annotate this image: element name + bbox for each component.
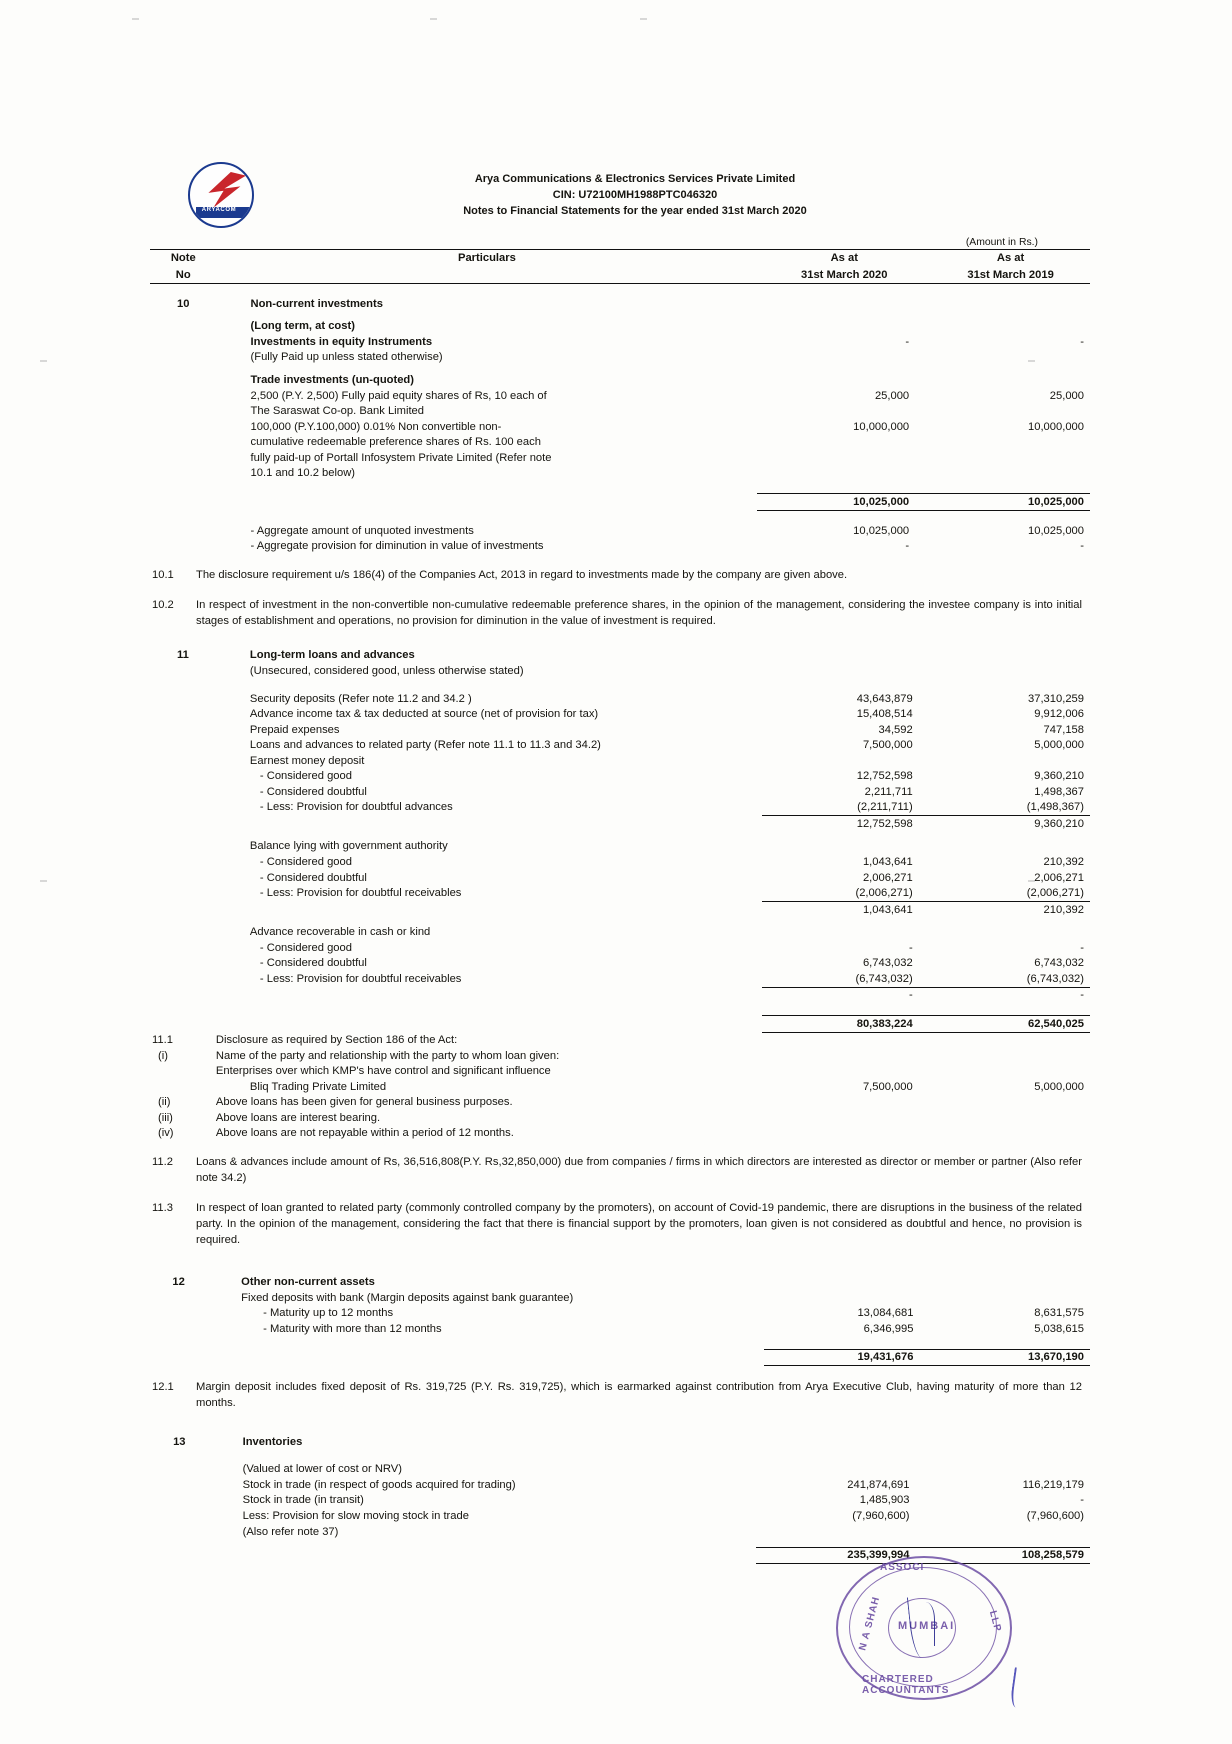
table-row <box>150 691 1090 707</box>
note-11-2-no: 11.2 <box>152 1156 173 1169</box>
row-label: Earnest money deposit <box>249 754 365 767</box>
row-cy: - <box>905 540 910 553</box>
note-10-2-no: 10.2 <box>152 599 174 612</box>
row-py: 2,006,271 <box>1034 871 1084 884</box>
table-row <box>150 956 1090 972</box>
note-11-1-no: 11.1 <box>152 1034 173 1047</box>
table-row <box>150 1110 1090 1126</box>
row-cy: (2,211,711) <box>762 800 934 816</box>
row-cy: 10,025,000 <box>853 524 910 537</box>
table-row <box>150 925 1090 941</box>
row-cy <box>762 1063 934 1079</box>
row-py: 5,000,000 <box>1034 739 1084 752</box>
row-label: 100,000 (P.Y.100,000) 0.01% Non convertible non- <box>250 420 502 433</box>
table-row <box>150 1048 1090 1064</box>
spacer <box>150 1450 1090 1462</box>
document-body <box>150 160 1090 1564</box>
note-11-3 <box>150 1201 1090 1249</box>
row-cy <box>757 319 931 335</box>
row-py: 37,310,259 <box>1028 692 1084 705</box>
table-row <box>150 971 1090 987</box>
table-row <box>150 435 1090 451</box>
row-cy <box>757 404 931 420</box>
note-11-3-no: 11.3 <box>152 1201 173 1214</box>
row-label: cumulative redeemable preference shares of Rs. 100 each <box>250 436 541 449</box>
row-cy: 25,000 <box>874 389 910 402</box>
table-row <box>150 854 1090 870</box>
row-cy <box>757 350 931 366</box>
row-py: 5,000,000 <box>1034 1080 1084 1093</box>
table-row <box>150 901 1090 917</box>
row-label: Stock in trade (in transit) <box>242 1494 364 1507</box>
note-11-subtitle: (Unsecured, considered good, unless otherwise stated) <box>249 664 524 677</box>
row-py <box>931 435 1090 451</box>
note-13-total-py: 108,258,579 <box>932 1547 1091 1564</box>
row-label: Trade investments (un-quoted) <box>250 374 414 387</box>
row-label: - Aggregate amount of unquoted investments <box>250 524 474 537</box>
row-label: (Fully Paid up unless stated otherwise) <box>250 351 443 364</box>
spacer <box>150 917 1090 924</box>
row-cy: 7,500,000 <box>862 739 913 752</box>
th-asat-py: As at <box>996 252 1025 265</box>
row-cy: 241,874,691 <box>847 1478 910 1491</box>
note-11-2 <box>150 1155 1090 1187</box>
scan-mark <box>40 360 47 362</box>
row-label: - Less: Provision for doubtful receivables <box>259 972 462 985</box>
th-particulars: Particulars <box>458 252 516 265</box>
row-label: Advance recoverable in cash or kind <box>249 926 431 939</box>
table-row <box>150 1321 1090 1337</box>
row-cy <box>762 753 934 769</box>
row-cy <box>762 839 934 855</box>
row-cy <box>757 466 931 482</box>
row-py <box>931 404 1090 420</box>
row-label: 10.1 and 10.2 below) <box>250 467 356 480</box>
row-py: - <box>1080 989 1084 1002</box>
stamp-left-text: N A SHAH <box>857 1595 883 1652</box>
row-cy: 12,752,598 <box>856 817 913 830</box>
table-row <box>150 1290 1090 1306</box>
note-13-no: 13 <box>173 1435 186 1448</box>
row-py: 6,743,032 <box>1034 957 1084 970</box>
spacer <box>150 312 1090 319</box>
row-cy <box>757 435 931 451</box>
row-cy <box>762 925 934 941</box>
note-10-no: 10 <box>177 297 190 310</box>
stamp-top-text: ASSOCI <box>880 1562 925 1573</box>
stamp-bottom-text: CHARTERED ACCOUNTANTS <box>862 1674 950 1696</box>
row-cy: 2,211,711 <box>864 785 913 798</box>
note-11-total-row <box>150 1016 1090 1033</box>
row-label: - Less: Provision for doubtful advances <box>259 801 453 814</box>
header-titles <box>150 160 1090 220</box>
table-row <box>150 1508 1090 1524</box>
row-py: (2,006,271) <box>935 885 1090 901</box>
table-row <box>150 1524 1090 1540</box>
row-py <box>931 319 1090 335</box>
table-row <box>150 784 1090 800</box>
row-py: 10,000,000 <box>1028 420 1084 433</box>
table-row <box>150 1462 1090 1478</box>
row-cy: 2,006,271 <box>862 871 913 884</box>
row-py: 10,025,000 <box>1028 524 1084 537</box>
row-cy: 15,408,514 <box>856 708 913 721</box>
row-py: 5,038,615 <box>1034 1322 1084 1335</box>
row-py: - <box>1080 941 1084 954</box>
spacer <box>150 365 1090 372</box>
row-label: Advance income tax & tax deducted at source (net of provision for tax) <box>249 708 599 721</box>
row-py: 9,360,210 <box>1034 817 1084 830</box>
table-row <box>150 1493 1090 1509</box>
row-cy: - <box>908 941 913 954</box>
row-label: - Considered doubtful <box>259 871 367 884</box>
row-cy <box>762 1048 934 1064</box>
row-cy: 10,000,000 <box>853 420 910 433</box>
row-py <box>931 466 1090 482</box>
row-cy: (6,743,032) <box>762 971 934 987</box>
note-12-no: 12 <box>172 1276 185 1289</box>
row-py: 9,912,006 <box>1034 708 1084 721</box>
row-cy: 43,643,879 <box>856 692 913 705</box>
row-label: (Valued at lower of cost or NRV) <box>242 1463 402 1476</box>
row-label: Enterprises over which KMP's have control and significant influence <box>215 1065 551 1078</box>
row-label: (Also refer note 37) <box>242 1525 339 1538</box>
row-label: fully paid-up of Portall Infosystem Private Limited (Refer note <box>250 451 552 464</box>
row-label: - Considered doubtful <box>259 957 367 970</box>
row-cy <box>757 373 931 389</box>
table-row <box>150 539 1090 555</box>
scan-mark <box>40 880 47 882</box>
table-row <box>150 334 1090 350</box>
stamp-right-text: LLP <box>986 1609 1004 1634</box>
row-cy: 1,043,641 <box>862 903 913 916</box>
row-label: - Considered good <box>259 941 352 954</box>
row-cy: 7,500,000 <box>862 1080 913 1093</box>
spacer <box>150 510 1090 523</box>
row-label: Name of the party and relationship with the party to whom loan given: <box>215 1049 560 1062</box>
row-label: - Less: Provision for doubtful receivables <box>259 887 462 900</box>
table-row <box>150 769 1090 785</box>
row-py: (6,743,032) <box>935 971 1090 987</box>
row-label: Balance lying with government authority <box>249 840 448 853</box>
table-row <box>150 388 1090 404</box>
table-row <box>150 419 1090 435</box>
table-row <box>150 1126 1090 1142</box>
row-label: - Maturity up to 12 months <box>263 1307 394 1320</box>
table-row <box>150 1079 1090 1095</box>
list-marker: (iv) <box>158 1127 174 1140</box>
note-11-1-title: Disclosure as required by Section 186 of the Act: <box>215 1034 458 1047</box>
th-asat-cy: As at <box>830 252 858 265</box>
note-12-1-no: 12.1 <box>152 1381 174 1394</box>
list-marker: (iii) <box>158 1111 173 1124</box>
row-py <box>935 925 1090 941</box>
table-row <box>150 885 1090 901</box>
row-cy: - <box>905 335 910 348</box>
stamp-center-text: MUMBAI <box>898 1620 956 1632</box>
logo-label: ARYACOM <box>201 207 237 214</box>
note-12-1 <box>150 1380 1090 1412</box>
row-label <box>216 901 763 917</box>
note-11-table <box>150 648 1090 1141</box>
row-py <box>931 350 1090 366</box>
row-label: - Considered good <box>259 770 352 783</box>
row-cy: - <box>908 989 913 1002</box>
row-cy: 12,752,598 <box>856 770 913 783</box>
row-label: - Considered doubtful <box>259 785 367 798</box>
row-py: 116,219,179 <box>1022 1478 1084 1491</box>
table-row <box>150 722 1090 738</box>
row-cy: (7,960,600) <box>852 1510 910 1522</box>
list-marker: (ii) <box>158 1096 171 1109</box>
table-row <box>150 738 1090 754</box>
note-10-title-row <box>150 296 1090 312</box>
row-label: Stock in trade (in respect of goods acquired for trading) <box>242 1478 516 1491</box>
table-row <box>150 319 1090 335</box>
row-py: 747,158 <box>1043 723 1084 736</box>
note-10-1 <box>150 568 1090 584</box>
table-row <box>150 523 1090 539</box>
table-row <box>150 870 1090 886</box>
table-row <box>150 663 1090 679</box>
row-label: Above loans has been given for general business purposes. <box>215 1096 513 1109</box>
note-13-title: Inventories <box>242 1435 303 1448</box>
row-py <box>935 1290 1090 1306</box>
row-py: 8,631,575 <box>1034 1307 1084 1320</box>
note-12-total-py: 13,670,190 <box>935 1349 1090 1366</box>
row-label: - Considered good <box>259 856 352 868</box>
note-13-title-row <box>150 1434 1090 1450</box>
scan-mark <box>132 18 139 20</box>
row-label: The Saraswat Co-op. Bank Limited <box>250 405 425 418</box>
note-12-title-row <box>150 1275 1090 1291</box>
note-11-3-text: In respect of loan granted to related party (commonly controlled company by the promoters), on account of Covid-19 pandemic, there are disruptions in the business of the related party. In the opinion of the management, considering the fact that there is financial support by the promoters, loan given is not considered as doubtful and hence, no provision is required. <box>196 1201 1082 1246</box>
table-row <box>150 1095 1090 1111</box>
table-row <box>150 373 1090 389</box>
row-label: (Long term, at cost) <box>250 320 355 333</box>
note-11-2-text: Loans & advances include amount of Rs, 36,516,808(P.Y. Rs,32,850,000) due from companies / firms in which directors are interested as director or member or partner (Also refer note 34.2) <box>196 1156 1082 1184</box>
table-row <box>150 753 1090 769</box>
row-py <box>935 753 1090 769</box>
amount-unit-note: (Amount in Rs.) <box>965 237 1038 248</box>
row-label: Less: Provision for slow moving stock in trade <box>242 1510 469 1522</box>
row-cy: 1,043,641 <box>862 856 913 868</box>
note-10-1-no: 10.1 <box>152 569 174 582</box>
table-row <box>150 1477 1090 1493</box>
table-header-row <box>150 250 1090 267</box>
note-10-2-text: In respect of investment in the non-convertible non-cumulative redeemable preference shares, in the opinion of the management, considering the investee company is into initial stages of establishment and operations, no provision for diminution in the value of investment is required. <box>196 599 1082 627</box>
note-11-no: 11 <box>177 649 189 662</box>
row-cy <box>756 1462 932 1478</box>
document-subtitle: Notes to Financial Statements for the year ended 31st March 2020 <box>463 204 807 217</box>
note-10-total-cy: 10,025,000 <box>757 494 931 511</box>
notes-table <box>150 249 1090 554</box>
company-cin: CIN: U72100MH1988PTC046320 <box>552 188 718 201</box>
row-py: 210,392 <box>1043 856 1084 868</box>
row-cy: 34,592 <box>878 723 913 736</box>
note-10-title: Non-current investments <box>250 297 383 310</box>
row-label: Above loans are interest bearing. <box>215 1111 381 1124</box>
row-py: (1,498,367) <box>935 800 1090 816</box>
row-label: Bliq Trading Private Limited <box>249 1080 387 1093</box>
row-py <box>932 1462 1091 1478</box>
signature-mark-2 <box>920 1602 935 1646</box>
table-row <box>150 940 1090 956</box>
row-py <box>935 839 1090 855</box>
spacer <box>150 832 1090 839</box>
note-10-2 <box>150 598 1090 630</box>
table-row <box>150 839 1090 855</box>
note-10-1-text: The disclosure requirement u/s 186(4) of the Companies Act, 2013 in regard to investments made by the company are given above. <box>196 569 848 582</box>
table-row <box>150 816 1090 832</box>
note-13-table <box>150 1434 1090 1564</box>
row-label: Investments in equity Instruments <box>250 335 433 348</box>
table-row <box>150 350 1090 366</box>
row-py <box>931 373 1090 389</box>
spacer <box>150 481 1090 494</box>
company-name: Arya Communications & Electronics Services Private Limited <box>474 173 796 185</box>
row-py: - <box>1080 540 1084 553</box>
table-row <box>150 987 1090 1003</box>
th-note-no: No <box>175 268 191 281</box>
th-note: Note <box>170 252 196 265</box>
row-py <box>935 1063 1090 1079</box>
auditor-stamp <box>836 1556 1016 1704</box>
row-cy: (2,006,271) <box>762 885 934 901</box>
row-py: 210,392 <box>1043 903 1084 916</box>
th-cy-date: 31st March 2020 <box>801 268 888 281</box>
row-cy: 13,084,681 <box>857 1307 914 1320</box>
note-12-total-row <box>150 1349 1090 1366</box>
note-10-total-row <box>150 494 1090 511</box>
row-label: 2,500 (P.Y. 2,500) Fully paid equity shares of Rs, 10 each of <box>250 389 547 402</box>
document-header <box>150 160 1090 226</box>
row-label: Prepaid expenses <box>249 723 340 736</box>
spacer <box>150 283 1090 296</box>
row-label <box>216 816 763 832</box>
row-cy <box>764 1290 935 1306</box>
scan-mark <box>640 18 647 20</box>
table-row <box>150 1306 1090 1322</box>
note-13-total-cy: 235,399,994 <box>756 1547 932 1564</box>
table-row <box>150 1063 1090 1079</box>
row-py: - <box>1080 1494 1084 1507</box>
table-row <box>150 466 1090 482</box>
table-row <box>150 707 1090 723</box>
row-cy: 1,485,903 <box>859 1494 910 1507</box>
row-py: 1,498,367 <box>1034 785 1084 798</box>
note-12-total-cy: 19,431,676 <box>764 1349 935 1366</box>
row-label: - Aggregate provision for diminution in value of investments <box>250 540 544 553</box>
note-12-1-text: Margin deposit includes fixed deposit of Rs. 319,725 (P.Y. Rs. 319,725), which is earmarked against contribution from Arya Executive Club, having maturity of more than 12 months. <box>196 1381 1082 1410</box>
row-py: (7,960,600) <box>1026 1510 1084 1522</box>
note-11-total-py: 62,540,025 <box>935 1016 1090 1033</box>
note-11-title-row <box>150 648 1090 664</box>
note-12-title: Other non-current assets <box>241 1276 375 1289</box>
spacer <box>150 1003 1090 1016</box>
spacer <box>150 679 1090 691</box>
row-label: Loans and advances to related party (Refer note 11.1 to 11.3 and 34.2) <box>249 739 601 752</box>
row-label: Above loans are not repayable within a period of 12 months. <box>215 1127 514 1140</box>
note-11-1-row <box>150 1032 1090 1048</box>
table-row <box>150 450 1090 466</box>
list-marker: (i) <box>158 1049 168 1062</box>
row-py: 9,360,210 <box>1034 770 1084 783</box>
row-cy: 6,346,995 <box>863 1322 914 1335</box>
note-12-table <box>150 1275 1090 1367</box>
table-row <box>150 404 1090 420</box>
note-11-total-cy: 80,383,224 <box>762 1016 934 1033</box>
row-label: Fixed deposits with bank (Margin deposits against bank guarantee) <box>241 1291 574 1304</box>
note-10-total-py: 10,025,000 <box>931 494 1090 511</box>
spacer <box>150 1539 1090 1547</box>
table-row <box>150 800 1090 816</box>
spacer <box>150 1337 1090 1350</box>
row-label: Security deposits (Refer note 11.2 and 34.2 ) <box>249 692 472 705</box>
row-cy <box>757 450 931 466</box>
th-py-date: 31st March 2019 <box>967 268 1054 281</box>
scan-mark <box>430 18 437 20</box>
row-py: - <box>1080 335 1084 348</box>
row-py <box>935 1048 1090 1064</box>
note-11-title: Long-term loans and advances <box>249 649 415 662</box>
company-logo-icon <box>182 162 260 224</box>
row-py: 25,000 <box>1049 389 1084 402</box>
row-py <box>931 450 1090 466</box>
row-cy: 6,743,032 <box>862 957 913 970</box>
row-label <box>216 987 763 1003</box>
row-label: - Maturity with more than 12 months <box>263 1322 442 1335</box>
table-header-row-2 <box>150 267 1090 284</box>
